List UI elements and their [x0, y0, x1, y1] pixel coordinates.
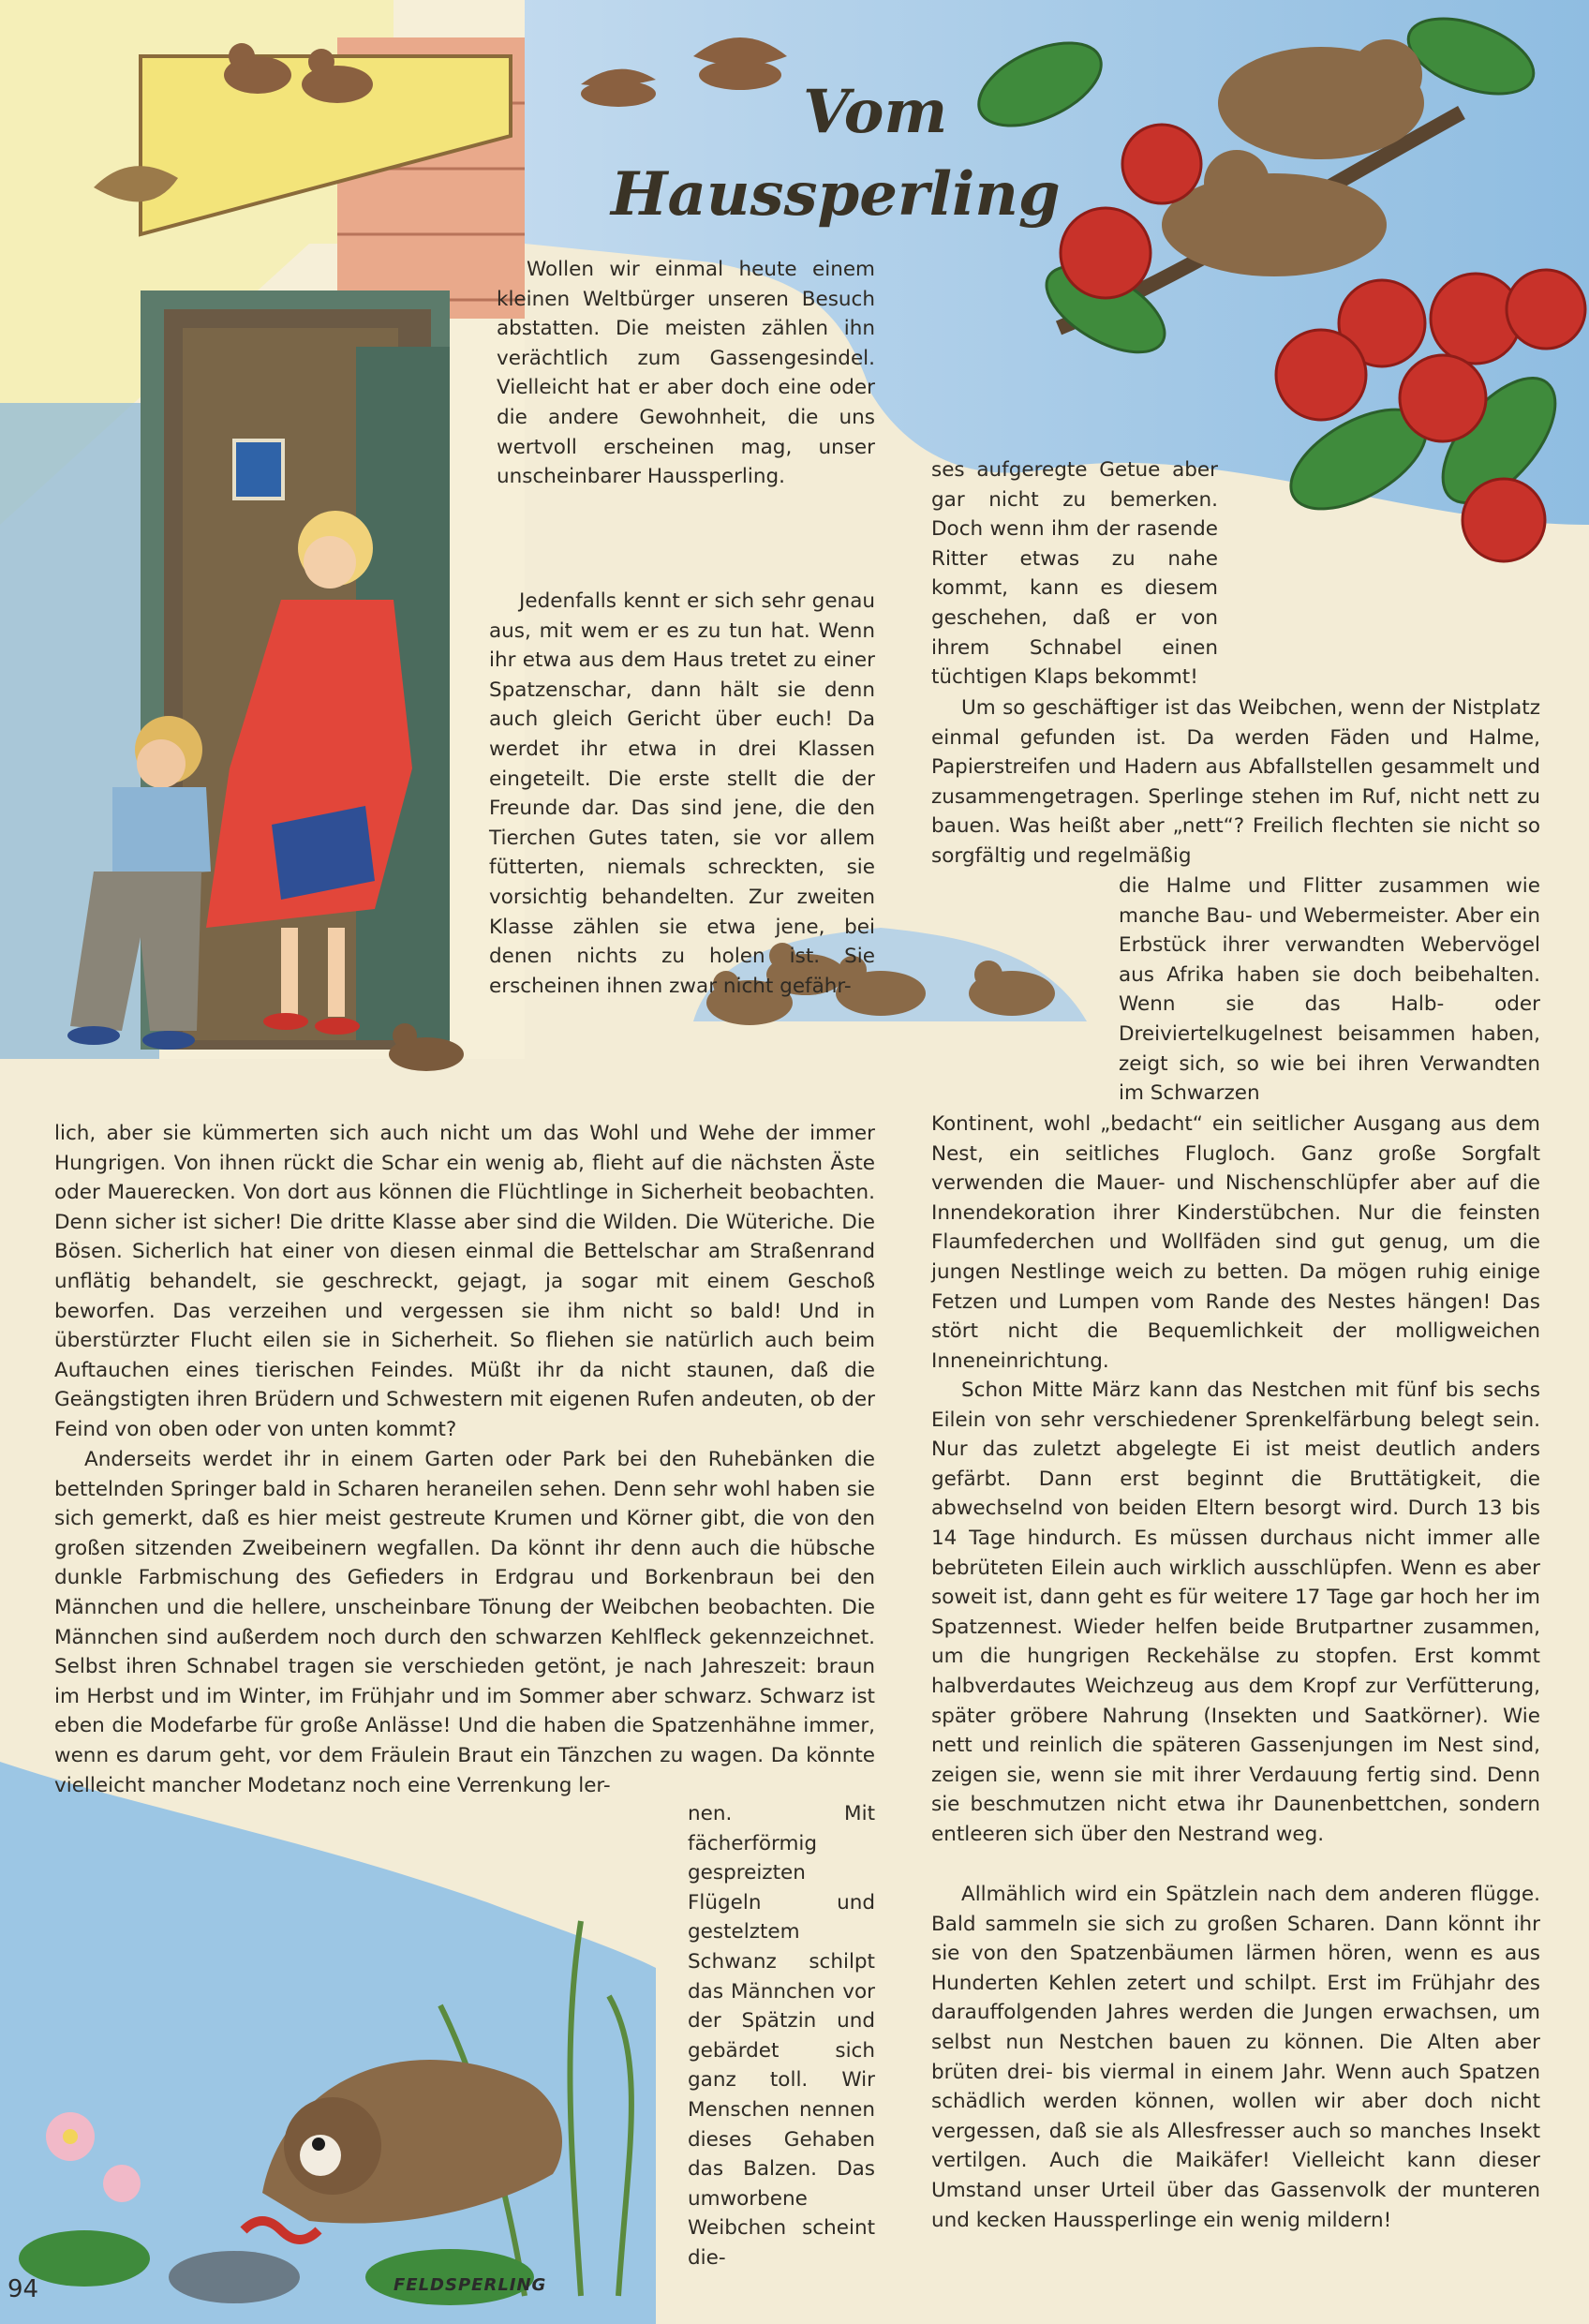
title-line-2: Haussperling	[611, 159, 1061, 230]
paragraph-flucht: lich, aber sie kümmerten sich auch nicht um das Wohl und Wehe der immer Hungrigen. Von ihnen rückt die Schar ein wenig ab, flieht auf die nächsten Äste oder Mauerecken. Von dort aus können die Flüchtlinge in Sicherheit beobachten. Denn sicher ist sicher! Die dritte Klasse aber sind die Wilden. Die Wüteriche. Die Bösen. Sicherlich hat einer von diesen einmal die Bettelschar am Straßenrand unflätig behandelt, sie geschreckt, gejagt, ja sogar mit einem Geschoß beworfen. Das verzeihen und vergessen sie ihm nicht so bald! Und in überstürzter Flucht eilen sie in Sicherheit. So fliehen sie natürlich auch beim Auftauchen eines tierischen Feindes. Müßt ihr da nicht staunen, daß die Geängstigten ihren Brüdern und Schwestern mit eigenen Rufen andeuten, ob der Feind von oben oder von unten kommt?	[54, 1122, 875, 1441]
paragraph-brut: Schon Mitte März kann das Nestchen mit fünf bis sechs Eilein von sehr verschiedener Sprenkelfärbung belegt sein. Nur das zuletzt abgelegte Ei ist meist deutlich anders gefärbt. Dann erst beginnt die Bruttätigkeit, die abwechselnd von beiden Eltern besorgt wird. Durch 13 bis 14 Tage hindurch. Es müssen durchaus nicht immer alle bebrüteten Eilein auch wirklich ausschlüpfen. Wenn es aber soweit ist, dann geht es für weitere 17 Tage gar hoch her im Spatzennest. Wieder helfen beide Brutpartner zusammen, um die hungrigen Reckehälse zu stopfen. Erst kommt halbverdautes Weichzeug aus dem Kropf zur Verfütterung, später gröbere Nahrung (Insekten und Saatkörner). Wie nett und reinlich die späteren Gassenjungen im Nest sind, zeigen sie, wenn sie mit ihrer Verdauung fertig sind. Denn sie beschmutzen nicht etwa ihr Daunenbettchen, sondern entleeren sich über den Nestrand weg.	[931, 1378, 1540, 1846]
doorway-illustration	[0, 0, 525, 1071]
title-line-1: Vom	[803, 77, 948, 147]
paragraph-garten: Anderseits werdet ihr in einem Garten oder Park bei den Ruhebänken die bettelnden Springer bald in Scharen heraneilen sehen. Denn sehr wohl haben sie sich gemerkt, daß es hier meist gestreute Krumen und Körner gibt, die von den großen sitzenden Zweibeinern wegfallen. Da könnt ihr denn auch die hübsche dunkle Farbmischung des Gefieders in Erdgrau und Borkenbraun bei den Männchen und die hellere, unscheinbare Tönung der Weibchen beobachten. Die Männchen sind außerdem noch durch den schwarzen Kehlfleck gekennzeichnet. Selbst ihren Schnabel tragen sie verschieden getönt, je nach Jahreszeit: braun im Herbst und im Winter, im Frühjahr und im Sommer aber schwarz. Schwarz ist eben die Modefarbe für große Anlässe! Und die haben die Spatzenhähne immer, wenn es darum geht, vor dem Fräulein Braut ein Tänzchen zu wagen. Da könnte vielleicht mancher Modetanz noch eine Verrenkung ler-	[54, 1448, 875, 1797]
paragraph-balzen: nen. Mit fächerförmig gespreizten Flügeln und gestelztem Schwanz schilpt das Männchen vor der Spätzin und gebärdet sich ganz toll. Wir Menschen nennen dieses Gehaben das Balzen. Das umworbene Weibchen scheint die-	[688, 1802, 875, 2270]
paragraph-innendekoration: Kontinent, wohl „bedacht“ ein seitlicher Ausgang aus dem Nest, ein seitliches Flugloch. Ganz große Sorgfalt verwenden die Mauer- und Nischenschlüpfer aber auf die Innendekoration ihrer Kinderstübchen. Nur die feinsten Flaumfederchen und Wollfäden sind gut genug, um die jungen Nestlinge weich zu betten. Da mögen ruhig einige Fetzen und Lumpen vom Rande des Nestes hängen! Das stört nicht die Bequemlichkeit der molligweichen Inneneinrichtung.	[931, 1112, 1540, 1373]
paragraph-nistplatz: Um so geschäftiger ist das Weibchen, wenn der Nistplatz einmal gefunden ist. Da werden Fäden und Halme, Papierstreifen und Hadern aus Abfallstellen gesammelt und zusammengetragen. Sperlinge stehen im Ruf, nicht nett zu bauen. Was heißt aber „nett“? Freilich flechten sie nicht so sorgfältig und regelmäßig	[931, 696, 1540, 868]
paragraph-fluegge: Allmählich wird ein Spätzlein nach dem anderen flügge. Bald sammeln sie sich zu großen Scharen. Dann könnt ihr sie von den Spatzenbäumen lärmen hören, wenn es aus Hunderten Kehlen zetert und schilpt. Erst im Frühjahr des darauffolgenden Jahres werden die Jungen erwachsen, um selbst nun Nestchen bauen zu können. Die Alten aber brüten drei- bis viermal in einem Jahr. Wenn auch Spatzen schädlich werden können, wollen wir aber doch nicht vergessen, daß sie als Allesfresser auch so manches Insekt vertilgen. Auch die Maikäfer! Vielleicht kann dieser Umstand unser Urteil über das Gassenvolk der munteren und kecken Haussperlinge ein wenig mildern!	[931, 1883, 1540, 2232]
paragraph-klassen: Jedenfalls kennt er sich sehr genau aus, mit wem er es zu tun hat. Wenn ihr etwa aus dem Haus tretet zu einer Spatzenschar, dann hält sie denn auch gleich Gericht über euch! Da werdet ihr etwa in drei Klassen eingeteilt. Die erste stellt die der Freunde dar. Das sind jene, die den Tierchen Gutes taten, sie vor allem fütterten, niemals schreckten, sie vorsichtig behandelten. Zur zweiten Klasse zählen sie etwa jene, bei denen nichts zu holen ist. Sie erscheinen ihnen zwar nicht gefähr-	[489, 589, 875, 998]
paragraph-intro: Wollen wir einmal heute einem kleinen Weltbürger unseren Besuch abstatten. Die meisten zählen ihn verächtlich zum Gassengesindel. Vielleicht hat er aber doch eine oder die andere Gewohnheit, die uns wertvoll erscheinen mag, unser unscheinbarer Haussperling.	[497, 258, 875, 489]
paragraph-getue: ses aufgeregte Getue aber gar nicht zu bemerken. Doch wenn ihm der rasende Ritter etwas zu nahe kommt, kann es diesem geschehen, daß er von ihrem Schnabel einen tüchtigen Klaps bekommt!	[931, 458, 1218, 690]
illustration-caption: FELDSPERLING	[394, 2275, 547, 2295]
page-number: 94	[7, 2275, 39, 2303]
field-sparrow-illustration	[0, 1762, 656, 2324]
paragraph-webermeister: die Halme und Flitter zusammen wie manche Bau- und Webermeister. Aber ein Erbstück ihrer verwandten Webervögel aus Afrika haben sie doch beibehalten. Wenn sie das Halb- oder Dreiviertelkugelnest beisammen haben, zeigt sich, so wie bei ihren Verwandten im Schwarzen	[1119, 874, 1540, 1106]
